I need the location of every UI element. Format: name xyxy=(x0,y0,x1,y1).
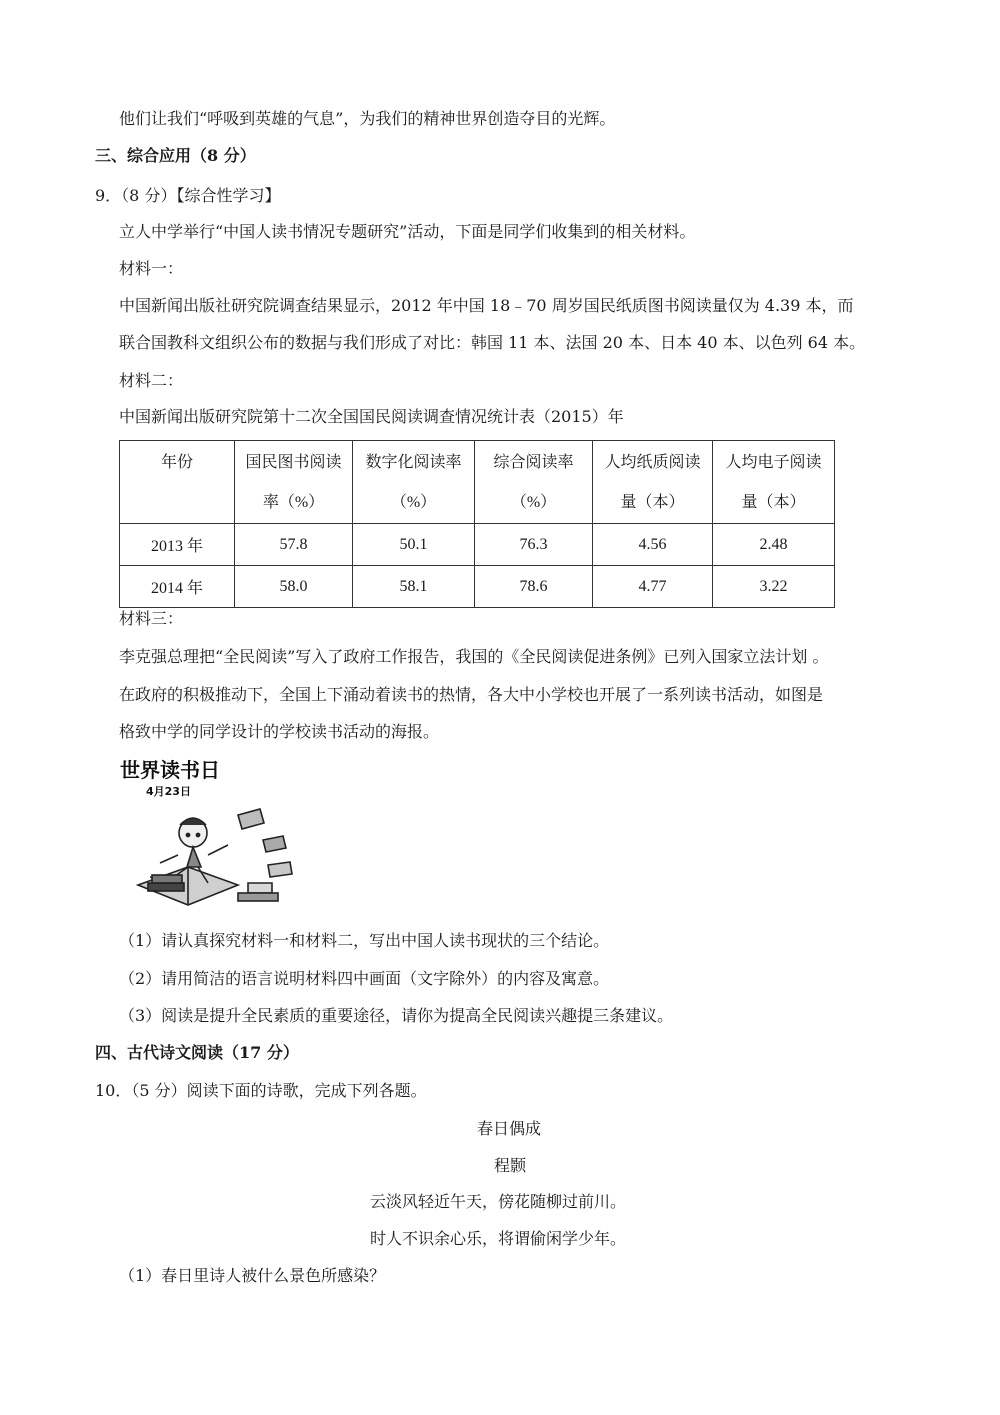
text-line: 立人中学举行“中国人读书情况专题研究”活动，下面是同学们收集到的相关材料。 xyxy=(119,222,696,241)
reading-day-poster xyxy=(118,755,308,910)
material-title: 材料二： xyxy=(119,371,184,390)
table-cell: 4.77 xyxy=(593,566,713,608)
poem-line: 云淡风轻近午天，傍花随柳过前川。 xyxy=(370,1192,627,1211)
table-row xyxy=(120,524,835,566)
text-line: 他们让我们“呼吸到英雄的气息”，为我们的精神世界创造夺目的光辉。 xyxy=(119,109,616,128)
poster-date: 4月23日 xyxy=(146,785,191,798)
table-cell: 76.3 xyxy=(475,524,593,566)
table-header-row xyxy=(120,441,835,524)
table-header-cell: 数字化阅读率 （%） xyxy=(353,441,475,524)
poem-title: 春日偶成 xyxy=(477,1119,542,1138)
text-line: 联合国教科文组织公布的数据与我们形成了对比：韩国 11 本、法国 20 本、日本 40 本、以色列 64 本。 xyxy=(119,333,866,352)
poster-illustration xyxy=(138,809,292,905)
table-header-cell: 年份 xyxy=(120,441,235,524)
table-caption: 中国新闻出版研究院第十二次全国国民阅读调查情况统计表（2015）年 xyxy=(119,407,624,426)
text-line: 在政府的积极推动下，全国上下涌动着读书的热情，各大中小学校也开展了一系列读书活动，如图是 xyxy=(119,685,824,704)
table-header-cell: 国民图书阅读 率（%） xyxy=(235,441,353,524)
table-cell: 2014 年 xyxy=(120,566,235,608)
sub-question: （1）请认真探究材料一和材料二，写出中国人读书现状的三个结论。 xyxy=(119,931,610,950)
sub-question: （3）阅读是提升全民素质的重要途径，请你为提高全民阅读兴趣提三条建议。 xyxy=(119,1006,674,1025)
table-cell: 58.0 xyxy=(235,566,353,608)
table-cell: 2.48 xyxy=(713,524,835,566)
table-header-cell: 人均电子阅读 量（本） xyxy=(713,441,835,524)
table-header-cell: 综合阅读率 （%） xyxy=(475,441,593,524)
table-cell: 3.22 xyxy=(713,566,835,608)
poster-title: 世界读书日 xyxy=(120,758,220,782)
material-title: 材料三： xyxy=(119,609,184,628)
table-cell: 4.56 xyxy=(593,524,713,566)
question-heading: 10．（5 分）阅读下面的诗歌，完成下列各题。 xyxy=(95,1081,427,1100)
question-heading: 9．（8 分）【综合性学习】 xyxy=(95,186,281,205)
table-cell: 58.1 xyxy=(353,566,475,608)
section-heading: 四、古代诗文阅读（17 分） xyxy=(95,1043,299,1062)
table-header-cell: 人均纸质阅读 量（本） xyxy=(593,441,713,524)
table-cell: 2013 年 xyxy=(120,524,235,566)
text-line: 中国新闻出版社研究院调查结果显示，2012 年中国 18﹣70 周岁国民纸质图书阅读量仅为 4.39 本，而 xyxy=(119,296,854,315)
table-row xyxy=(120,566,835,608)
table-cell: 57.8 xyxy=(235,524,353,566)
stats-table xyxy=(119,440,835,608)
sub-question: （2）请用简洁的语言说明材料四中画面（文字除外）的内容及寓意。 xyxy=(119,969,610,988)
poem-line: 时人不识余心乐，将谓偷闲学少年。 xyxy=(370,1229,627,1248)
material-title: 材料一： xyxy=(119,259,184,278)
text-line: 格致中学的同学设计的学校读书活动的海报。 xyxy=(119,722,440,741)
section-heading: 三、综合应用（8 分） xyxy=(95,146,256,165)
table-cell: 78.6 xyxy=(475,566,593,608)
table-cell: 50.1 xyxy=(353,524,475,566)
poem-author: 程颢 xyxy=(494,1156,527,1175)
text-line: 李克强总理把“全民阅读”写入了政府工作报告，我国的《全民阅读促进条例》已列入国家立法计划 。 xyxy=(119,647,829,666)
sub-question: （1）春日里诗人被什么景色所感染？ xyxy=(119,1266,386,1285)
